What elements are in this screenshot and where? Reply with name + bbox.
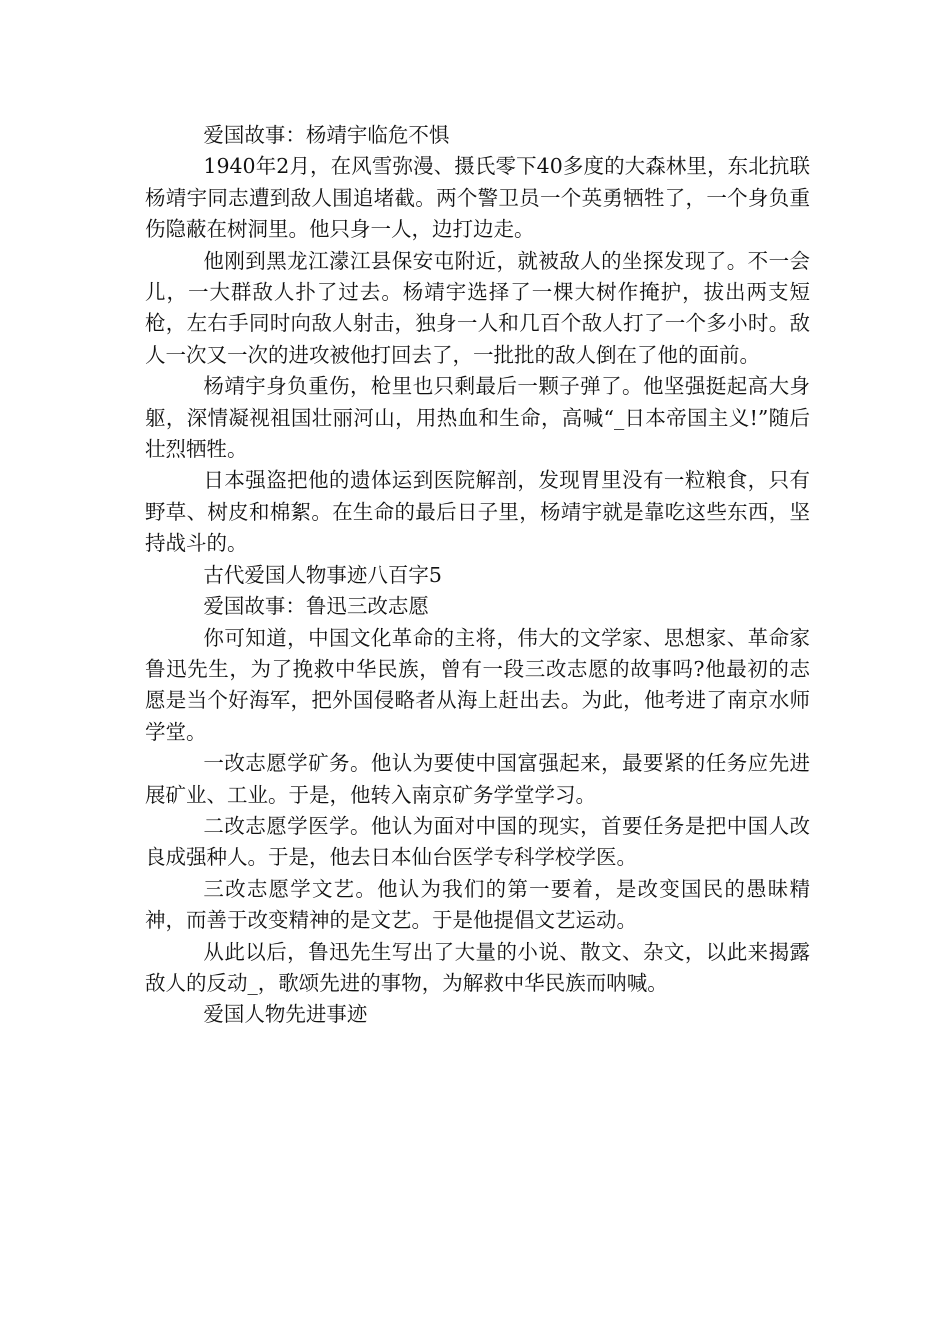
- section-heading: 古代爱国人物事迹八百字5: [203, 562, 442, 587]
- paragraph: 一改志愿学矿务。他认为要使中国富强起来，最要紧的任务应先进展矿业、工业。于是，他转入南京矿务学堂学习。: [145, 751, 810, 807]
- section-heading: 爱国人物先进事迹: [203, 1002, 368, 1027]
- paragraph: 二改志愿学医学。他认为面对中国的现实，首要任务是把中国人改良成强种人。于是，他去日本仙台医学专科学校学医。: [145, 813, 810, 870]
- paragraph: 你可知道，中国文化革命的主将，伟大的文学家、思想家、革命家鲁迅先生，为了挽救中华民族，曾有一段三改志愿的故事吗?他最初的志愿是当个好海军，把外国侵略者从海上赶出去。为此，他考进了南京水师学堂。: [145, 625, 810, 744]
- paragraph: 日本强盗把他的遗体运到医院解剖，发现胃里没有一粒粮食，只有野草、树皮和棉絮。在生命的最后日子里，杨靖宇就是靠吃这些东西，坚持战斗的。: [145, 468, 810, 556]
- paragraph: 从此以后，鲁迅先生写出了大量的小说、散文、杂文，以此来揭露敌人的反动_，歌颂先进的事物，为解救中华民族而呐喊。: [145, 939, 810, 995]
- paragraph: 三改志愿学文艺。他认为我们的第一要着，是改变国民的愚昧精神，而善于改变精神的是文艺。于是他提倡文艺运动。: [145, 876, 810, 933]
- document-page: [145, 120, 810, 1031]
- story-title-lu-xun: 爱国故事：鲁迅三改志愿: [203, 594, 429, 619]
- paragraph: 杨靖宇身负重伤，枪里也只剩最后一颗子弹了。他坚强挺起高大身躯，深情凝视祖国壮丽河山，用热血和生命，高喊“_日本帝国主义!”随后壮烈牺牲。: [145, 374, 810, 462]
- paragraph: 1940年2月，在风雪弥漫、摄氏零下40多度的大森林里，东北抗联杨靖宇同志遭到敌人围追堵截。两个警卫员一个英勇牺牲了，一个身负重伤隐蔽在树洞里。他只身一人，边打边走。: [145, 154, 810, 242]
- paragraph: 他刚到黑龙江濛江县保安屯附近，就被敌人的坐探发现了。不一会儿，一大群敌人扑了过去。杨靖宇选择了一棵大树作掩护，拔出两支短枪，左右手同时向敌人射击，独身一人和几百个敌人打了一个多小时。敌人一次又一次的进攻被他打回去了，一批批的敌人倒在了他的面前。: [145, 248, 810, 367]
- story-title-yang-jingyu: 爱国故事：杨靖宇临危不惧: [203, 123, 450, 147]
